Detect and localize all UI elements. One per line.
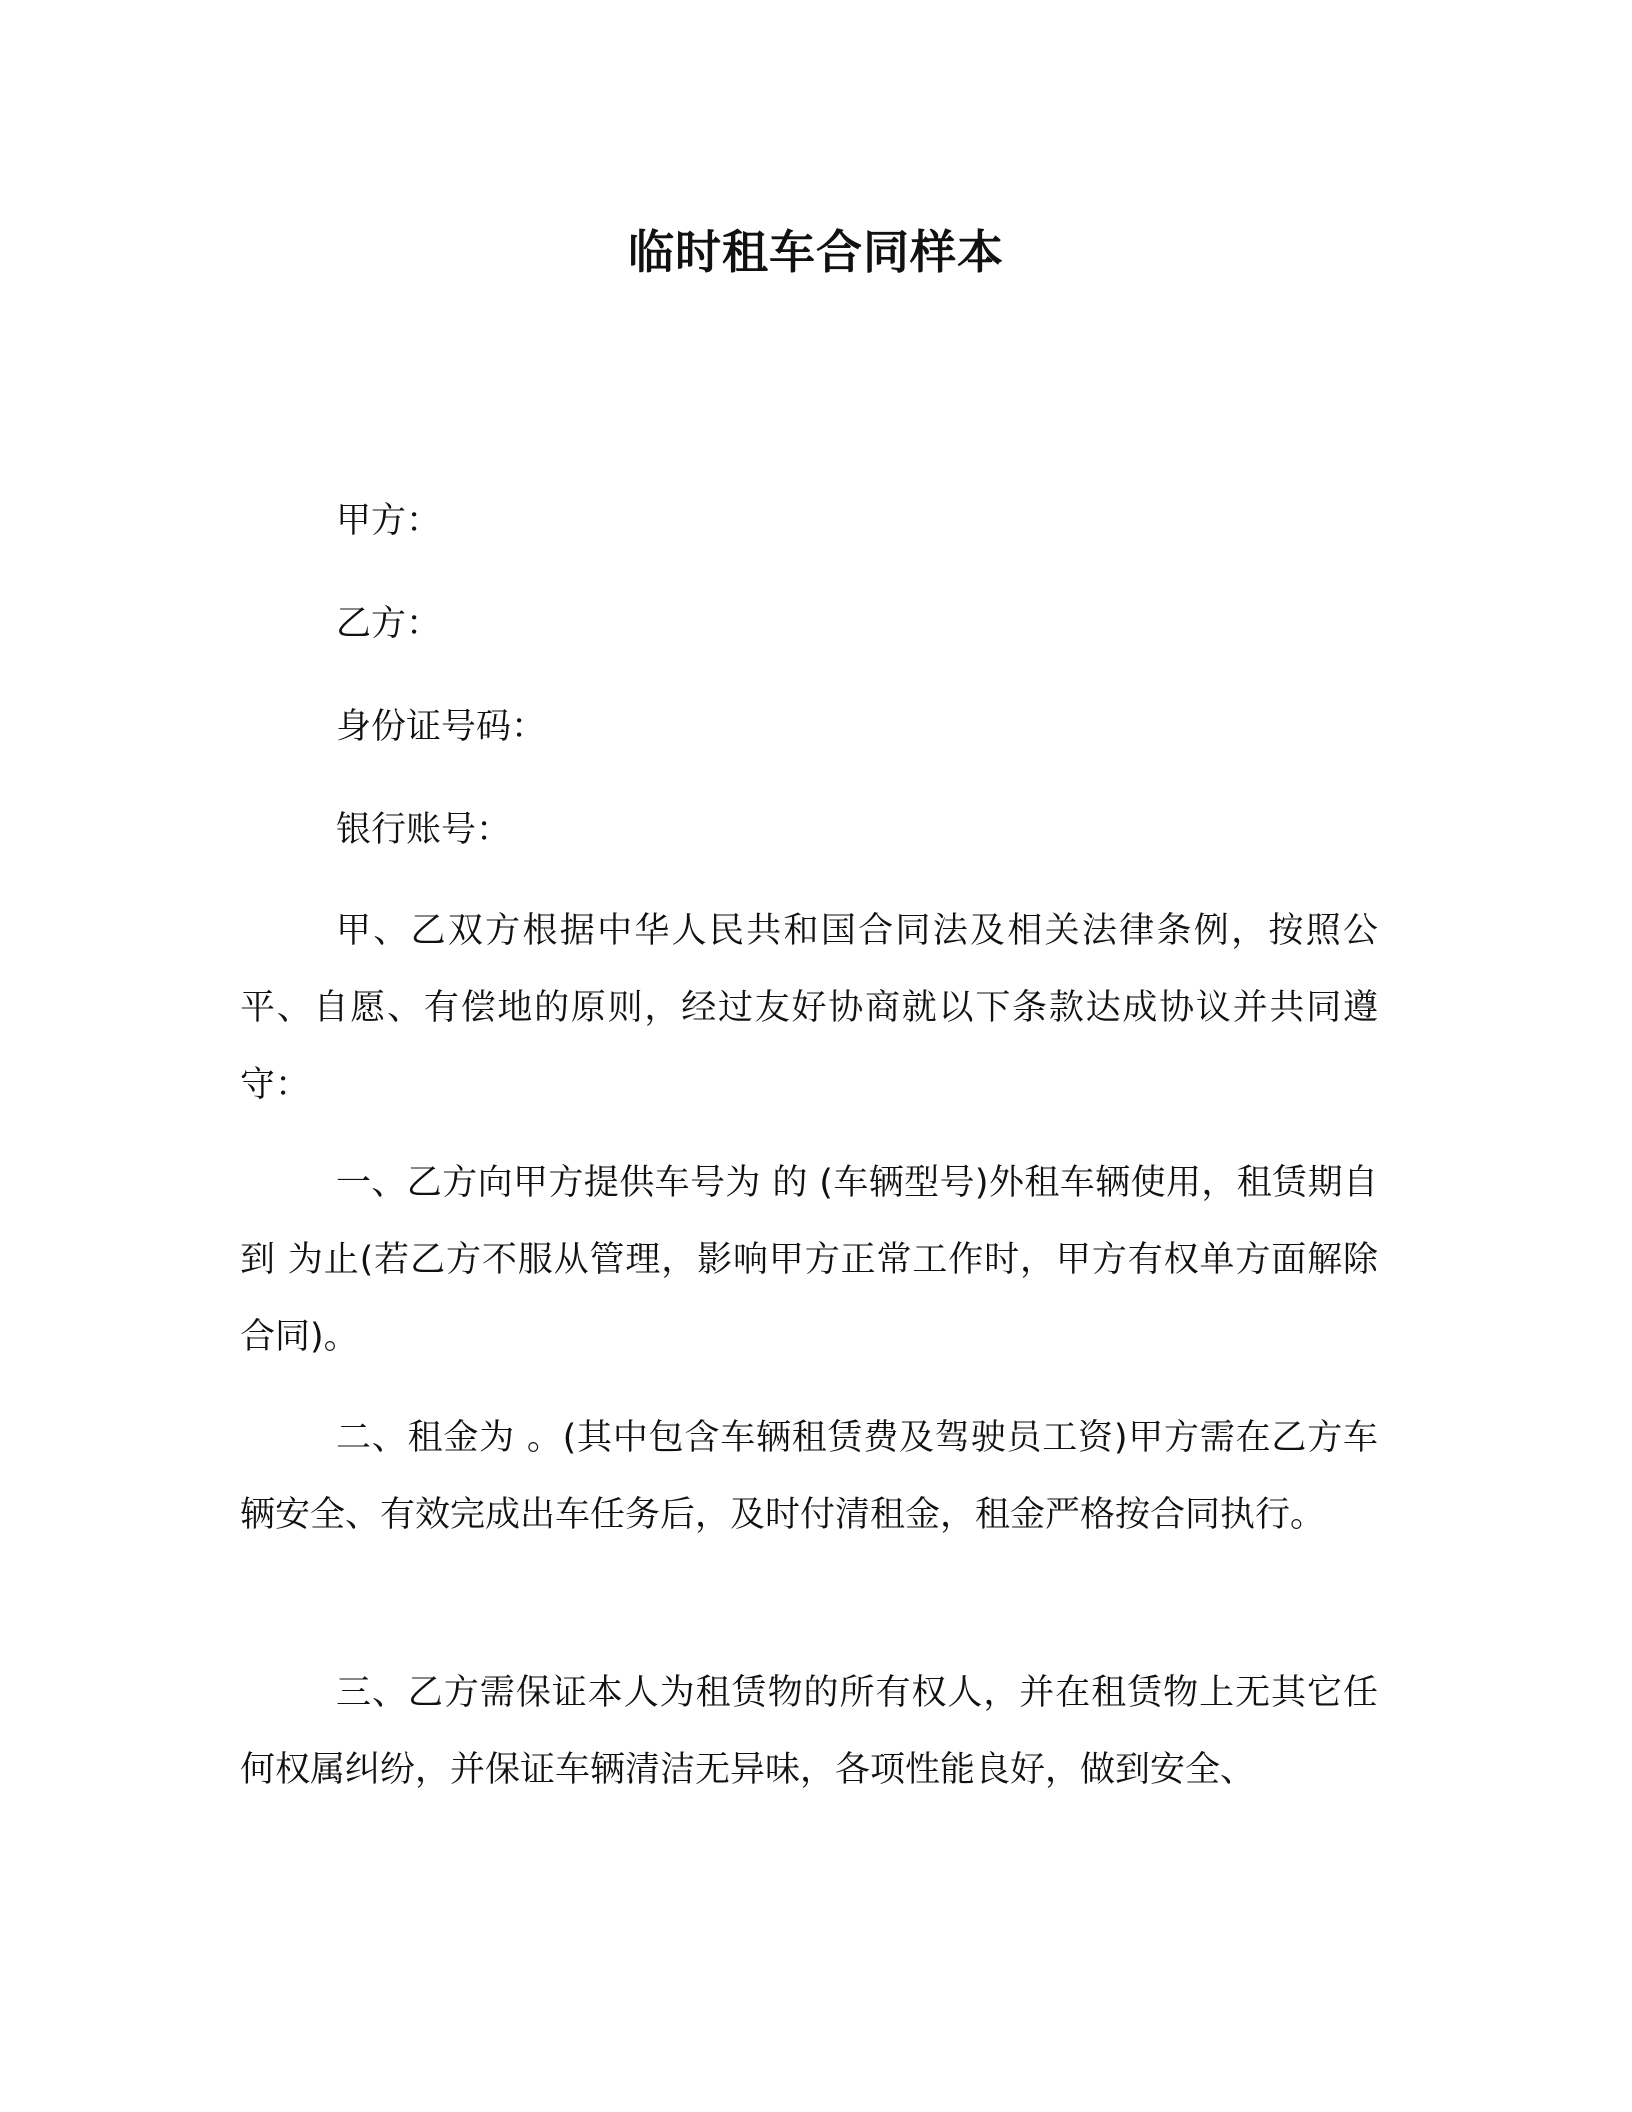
preamble-paragraph: 甲、乙双方根据中华人民共和国合同法及相关法律条例，按照公平、自愿、有偿地的原则，经过友好协商就以下条款达成协议并共同遵守： <box>240 911 1378 1105</box>
clause-2-paragraph: 二、租金为 。(其中包含车辆租赁费及驾驶员工资)甲方需在乙方车辆安全、有效完成出车任务后，及时付清租金，租金严格按合同执行。 <box>240 1418 1378 1535</box>
bank-account-field: 银行账号： <box>336 810 512 850</box>
clause-3-paragraph: 三、乙方需保证本人为租赁物的所有权人，并在租赁物上无其它任何权属纠纷，并保证车辆清洁无异味，各项性能良好，做到安全、 <box>240 1673 1378 1790</box>
id-number-field: 身份证号码： <box>336 707 547 747</box>
party-a-field: 甲方： <box>336 501 442 541</box>
clause-1-paragraph: 一、乙方向甲方提供车号为 的 (车辆型号)外租车辆使用，租赁期自 到 为止(若乙方不服从管理，影响甲方正常工作时，甲方有权单方面解除合同)。 <box>240 1163 1378 1357</box>
party-b-field: 乙方： <box>336 604 442 644</box>
document-title: 临时租车合同样本 <box>628 225 1004 279</box>
